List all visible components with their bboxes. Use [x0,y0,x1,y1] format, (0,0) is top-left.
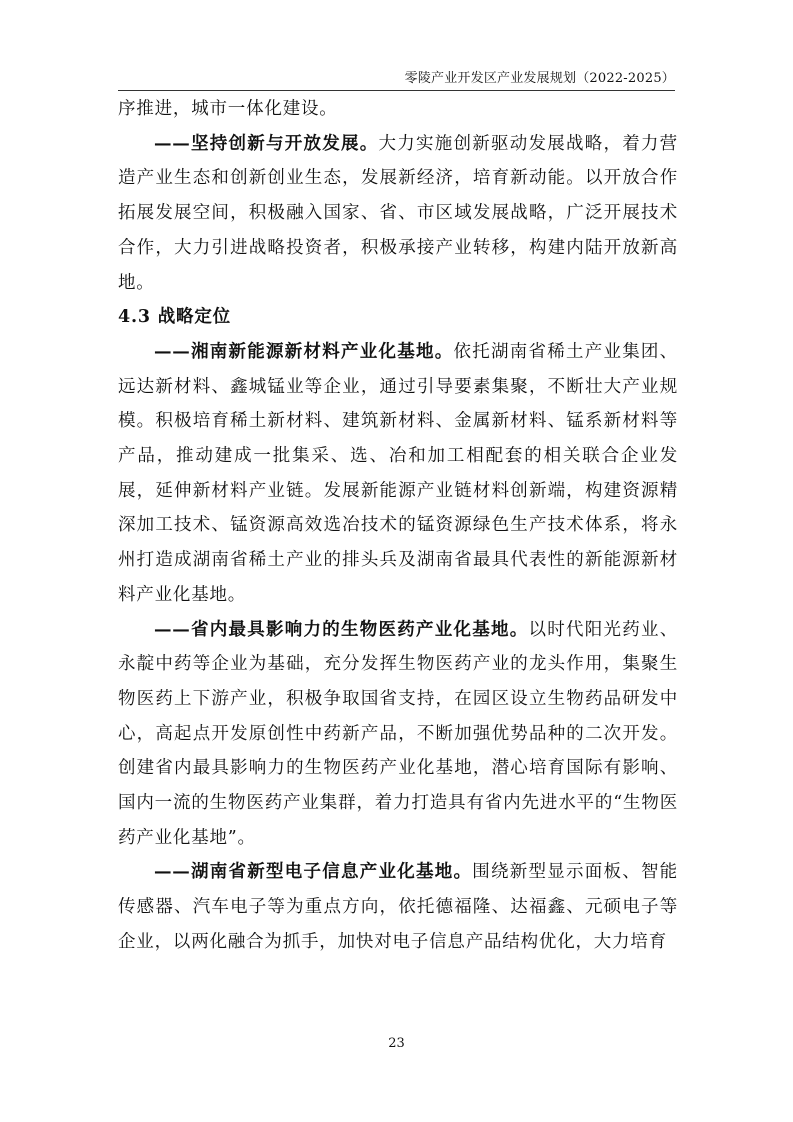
page-header [118,70,675,91]
paragraph-innovation-opening [118,127,678,301]
paragraph-text: 序推进，城市一体化建设。 [118,99,338,119]
paragraph-lead: ——湘南新能源新材料产业化基地。 [154,341,454,362]
paragraph-lead: ——省内最具影响力的生物医药产业化基地。 [154,619,529,640]
section-heading [118,300,678,335]
paragraph-continuation [118,92,678,127]
paragraph-lead: ——坚持创新与开放发展。 [154,133,379,154]
document-body [118,92,678,960]
document-title: 零陵产业开发区产业发展规划（2022-2025） [404,71,675,86]
paragraph-lead: ——湖南省新型电子信息产业化基地。 [154,862,473,883]
page-number: 23 [388,1036,405,1051]
paragraph-electronic-information [118,855,678,959]
paragraph-text: 围绕新型显示面板、智能传感器、汽车电子等为重点方向，依托德福隆、达福鑫、元硕电子等企业，以两化融合为抓手，加快对电子信息产品结构优化，大力培育 [118,862,678,952]
paragraph-new-energy-materials [118,335,678,613]
paragraph-biomedicine [118,613,678,856]
paragraph-text: 以时代阳光药业、永靛中药等企业为基础，充分发挥生物医药产业的龙头作用，集聚生物医药上下游产业，积极争取国省支持，在园区设立生物药品研发中心，高起点开发原创性中药新产品，不断加强优势品种的二次开发。创建省内最具影响力的生物医药产业化基地，潜心培育国际有影响、国内一流的生物医药产业集群，着力打造具有省内先进水平的“生物医药产业化基地”。 [118,619,679,848]
section-heading-text: 4.3 战略定位 [118,307,231,328]
paragraph-text: 依托湖南省稀土产业集团、远达新材料、鑫城锰业等企业，通过引导要素集聚，不断壮大产业规模。积极培育稀土新材料、建筑新材料、金属新材料、锰系新材料等产品，推动建成一批集采、选、冶和加工相配套的相关联合企业发展，延伸新材料产业链。发展新能源产业链材料创新端，构建资源精深加工技术、锰资源高效选冶技术的锰资源绿色生产技术体系，将永州打造成湖南省稀土产业的排头兵及湖南省最具代表性的新能源新材料产业化基地。 [118,341,678,605]
paragraph-text: 大力实施创新驱动发展战略，着力营造产业生态和创新创业生态，发展新经济，培育新动能。以开放合作拓展发展空间，积极融入国家、省、市区域发展战略，广泛开展技术合作，大力引进战略投资者，积极承接产业转移，构建内陆开放新高地。 [118,133,678,293]
